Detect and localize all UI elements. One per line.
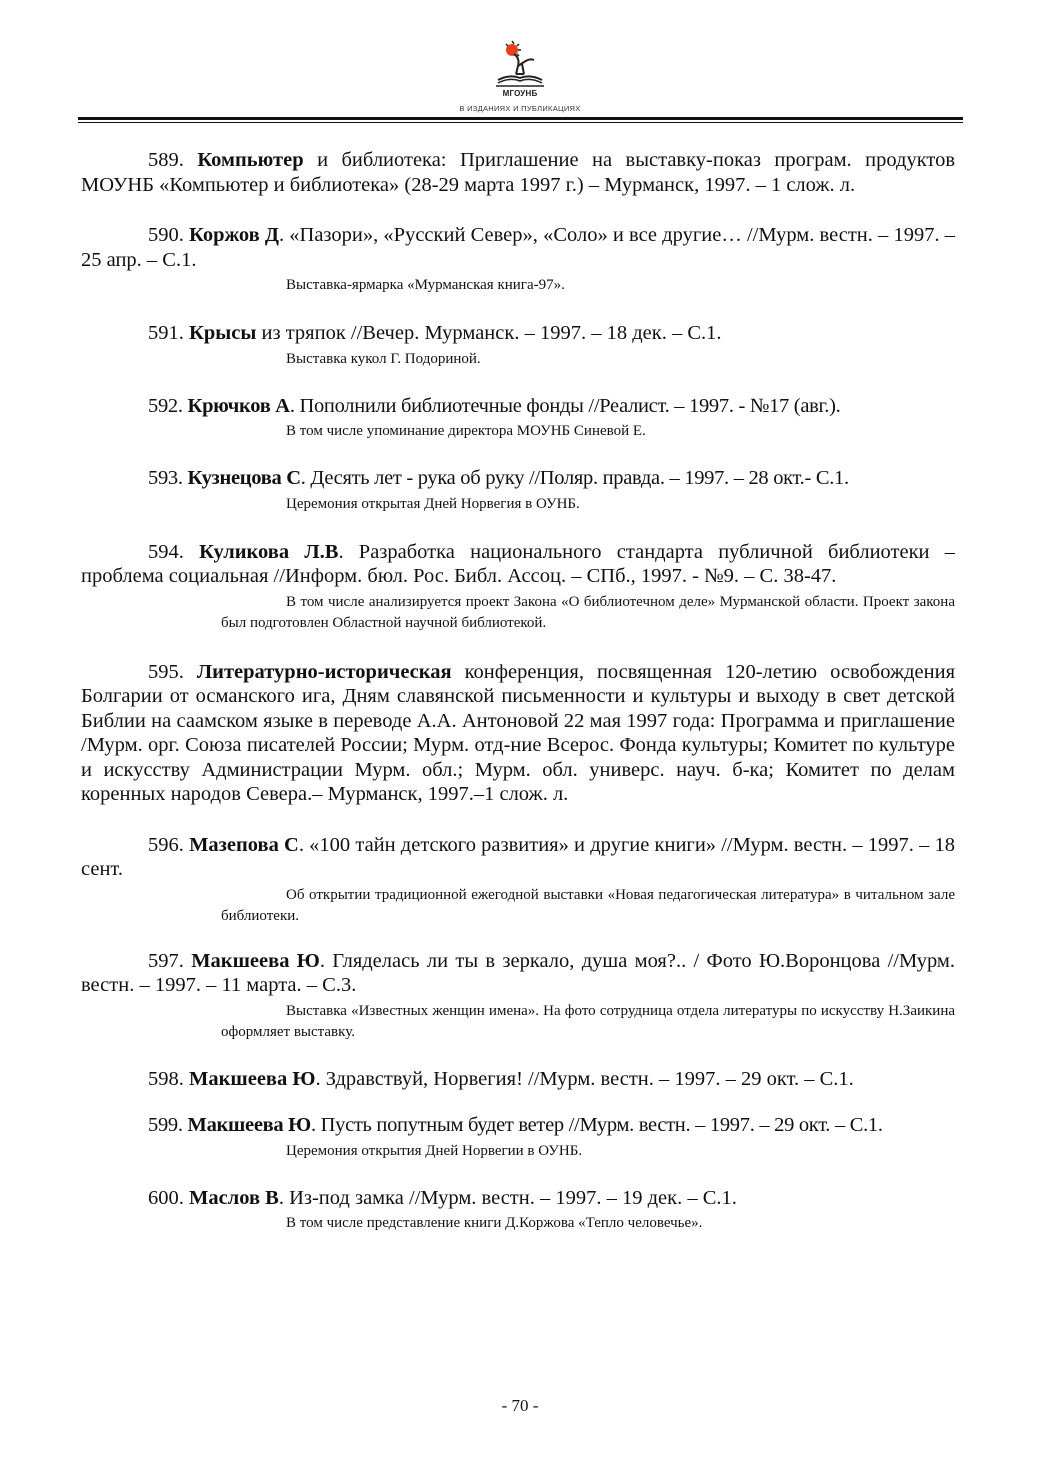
- entry-note: Церемония открытия Дней Норвегии в ОУНБ.: [286, 1142, 583, 1159]
- entry-number: 600.: [148, 1186, 184, 1209]
- entry-598: [81, 1067, 955, 1092]
- entry-number: 590.: [148, 224, 184, 246]
- header-rule-thick: [78, 117, 963, 120]
- entry-author: Макшеева Ю: [189, 1067, 316, 1090]
- entry-number: 596.: [148, 833, 184, 856]
- entry-note: В том числе представление книги Д.Коржова «Тепло человечье».: [286, 1215, 703, 1231]
- entry-number: 592.: [148, 394, 183, 417]
- entry-author: Кузнецова С: [187, 467, 301, 489]
- entry-note: В том числе анализируется проект Закона «О библиотечном деле» Мурманской области. Проект закона был подготовлен Областной научной библиотекой.: [221, 593, 955, 631]
- header-rule-thin: [78, 122, 963, 123]
- entry-number: 591.: [148, 322, 184, 344]
- entry-text: . Разработка национального стандарта публичной библиотеки – проблема социальная //Информ. бюл. Рос. Библ. Ассоц. – СПб., 1997. - №9. – С. 38-47.: [81, 540, 955, 587]
- entry-text: . Пополнили библиотечные фонды //Реалист. – 1997. - №17 (авг.).: [289, 394, 841, 417]
- entry-author: Маслов В: [189, 1186, 279, 1209]
- bibliography-list: [81, 148, 955, 1234]
- entry-text: . Из-под замка //Мурм. вестн. – 1997. – 19 дек. – С.1.: [278, 1186, 737, 1209]
- entry-author: Макшеева Ю: [191, 949, 320, 972]
- entry-author: Куликова Л.В: [199, 540, 339, 563]
- entry-author: Мазепова С: [189, 833, 299, 856]
- entry-author: Крючков А: [187, 394, 290, 417]
- entry-note: Выставка кукол Г. Подориной.: [286, 350, 481, 367]
- entry-note: Об открытии традиционной ежегодной выставки «Новая педагогическая литература» в читальном зале библиотеки.: [221, 886, 955, 924]
- entry-number: 599.: [148, 1114, 183, 1136]
- entry-text: . «100 тайн детского развития» и другие книги» //Мурм. вестн. – 1997. – 18 сент.: [81, 833, 955, 880]
- entry-number: 593.: [148, 467, 183, 489]
- page-header: [0, 0, 1040, 125]
- library-logo-icon: [490, 38, 550, 90]
- page-number: - 70 -: [501, 1396, 539, 1415]
- entry-590: [81, 223, 955, 296]
- entry-600: [81, 1186, 955, 1235]
- entry-number: 595.: [148, 660, 184, 683]
- entry-text: и библиотека: Приглашение на выставку-показ програм. продуктов МОУНБ «Компьютер и библиотека» (28-29 марта 1997 г.) – Мурманск, 1997. – 1 слож. л.: [81, 149, 956, 196]
- entry-599: [81, 1113, 955, 1162]
- entry-number: 594.: [148, 540, 184, 563]
- entry-author: Коржов Д: [189, 224, 279, 246]
- entry-author: Компьютер: [197, 149, 304, 171]
- entry-note: Выставка-ярмарка «Мурманская книга-97».: [286, 277, 565, 293]
- entry-text: из тряпок //Вечер. Мурманск. – 1997. – 18 дек. – С.1.: [256, 322, 722, 344]
- entry-595: [81, 660, 955, 807]
- entry-text: конференция, посвященная 120-летию освобождения Болгарии от османского ига, Дням славянской письменности и культуры и выходу в свет детской Библии на саамском языке в переводе А.А. Антоновой 22 мая 1997 года: Программа и приглашение /Мурм. орг. Союза писателей России; Мурм. отд-ние Всерос. Фонда культуры; Комитет по культуре и искусству Администрации Мурм. обл.; Мурм. обл. универс. науч. б-ка; Комитет по делам коренных народов Севера.– Мурманск, 1997.–1 слож. л.: [81, 660, 956, 805]
- entry-text: . Десять лет - рука об руку //Поляр. правда. – 1997. – 28 окт.- С.1.: [300, 467, 849, 489]
- header-subtitle: В ИЗДАНИЯХ И ПУБЛИКАЦИЯХ: [459, 104, 581, 113]
- entry-text: . Пусть попутным будет ветер //Мурм. вестн. – 1997. – 29 окт. – С.1.: [310, 1114, 883, 1136]
- entry-text: . Здравствуй, Норвегия! //Мурм. вестн. – 1997. – 29 окт. – С.1.: [315, 1067, 854, 1090]
- entry-author: Литературно-историческая: [196, 660, 452, 683]
- entry-591: [81, 321, 955, 370]
- entry-author: Крысы: [189, 322, 257, 344]
- entry-author: Макшеева Ю: [187, 1114, 311, 1136]
- entry-594: [81, 540, 955, 634]
- entry-text: . «Пазори», «Русский Север», «Соло» и все другие… //Мурм. вестн. – 1997. – 25 апр. – С.1.: [81, 224, 956, 271]
- entry-593: [81, 466, 955, 515]
- entry-597: [81, 949, 955, 1043]
- entry-text: . Гляделась ли ты в зеркало, душа моя?.. / Фото Ю.Воронцова //Мурм. вестн. – 1997. – 11 марта. – С.3.: [81, 949, 955, 996]
- entry-note: Церемония открытая Дней Норвегия в ОУНБ.: [286, 495, 580, 512]
- entry-note: Выставка «Известных женщин имена». На фото сотрудница отдела литературы по искусству Н.Заикина оформляет выставку.: [221, 1002, 955, 1040]
- entry-589: [81, 148, 955, 197]
- logo-label: МГОУНБ: [502, 89, 538, 98]
- entry-number: 589.: [148, 149, 184, 171]
- entry-number: 598.: [148, 1067, 184, 1090]
- entry-number: 597.: [148, 949, 184, 972]
- entry-596: [81, 833, 955, 927]
- entry-592: [81, 394, 955, 443]
- entry-note: В том числе упоминание директора МОУНБ Синевой Е.: [286, 423, 646, 439]
